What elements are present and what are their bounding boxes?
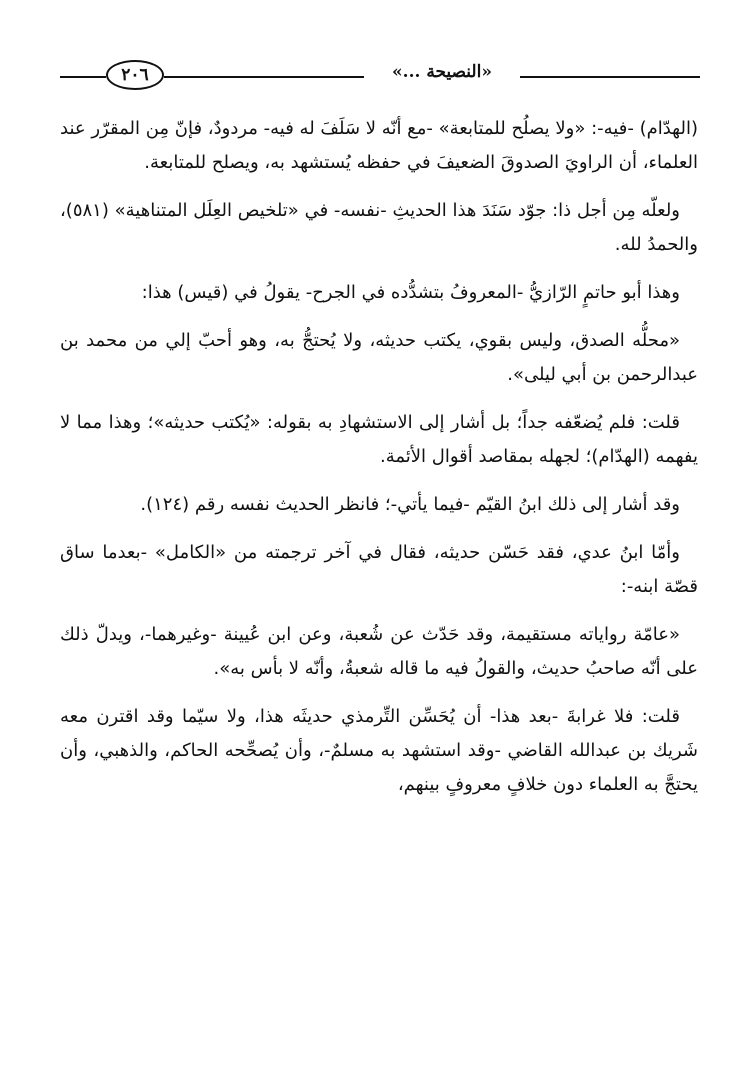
- page-header: [60, 56, 680, 96]
- paragraph: قلت: فلا غرابةَ -بعد هذا- أن يُحَسِّن التِّرمذي حديثَه هذا، ولا سيّما وقد اقترن معه شَريك بن عبدالله القاضي -وقد استشهد به مسلمٌ-، وأن يُصحِّحه الحاكم، والذهبي، وأن يحتجَّ به العلماء دون خلافٍ معروفٍ بينهم،: [60, 706, 698, 795]
- paragraph: وهذا أبو حاتمٍ الرّازيُّ -المعروفُ بتشدُّده في الجرح- يقولُ في (قيس) هذا:: [141, 282, 680, 303]
- quote-paragraph: «محلُّه الصدق، وليس بقوي، يكتب حديثه، ولا يُحتجُّ به، وهو أحبّ إلي من محمد بن عبدالرحمن بن أبي ليلى».: [60, 330, 698, 385]
- page-number: ٢٠٦: [106, 60, 164, 90]
- paragraph: وأمّا ابنُ عدي، فقد حَسّن حديثه، فقال في آخر ترجمته من «الكامل» -بعدما ساق قصّة ابنه-:: [60, 542, 698, 597]
- header-rule-right: [520, 76, 700, 78]
- header-rule-leftmost: [60, 76, 106, 78]
- running-title: «النصيحة ...»: [392, 62, 492, 82]
- paragraph: (الهدّام) -فيه-: «ولا يصلُح للمتابعة» -مع أنّه لا سَلَفَ له فيه- مردودٌ، فإنّ مِن المقرّر عند العلماء، أن الراويَ الصدوقَ الضعيفَ في حفظه يُستشهد به، ويصلح للمتابعة.: [60, 118, 698, 173]
- body-text: [60, 112, 698, 816]
- paragraph: قلت: فلم يُضعّفه جداً؛ بل أشار إلى الاستشهادِ به بقوله: «يُكتب حديثه»؛ وهذا مما لا يفهمه (الهدّام)؛ لجهله بمقاصد أقوال الأئمة.: [60, 412, 698, 467]
- paragraph: وقد أشار إلى ذلك ابنُ القيّم -فيما يأتي-؛ فانظر الحديث نفسه رقم (١٢٤).: [140, 494, 680, 515]
- header-rule-left: [164, 76, 364, 78]
- quote-paragraph: «عامّة رواياته مستقيمة، وقد حَدّث عن شُعبة، وعن ابن عُيينة -وغيرهما-، ويدلّ ذلك على أنّه صاحبُ حديث، والقولُ فيه ما قاله شعبةُ، وأنّه لا بأس به».: [60, 624, 698, 679]
- paragraph: ولعلّه مِن أجل ذا: جوّد سَنَدَ هذا الحديثِ -نفسه- في «تلخيص العِلَل المتناهية» (٥٨١)، والحمدُ لله.: [60, 200, 698, 255]
